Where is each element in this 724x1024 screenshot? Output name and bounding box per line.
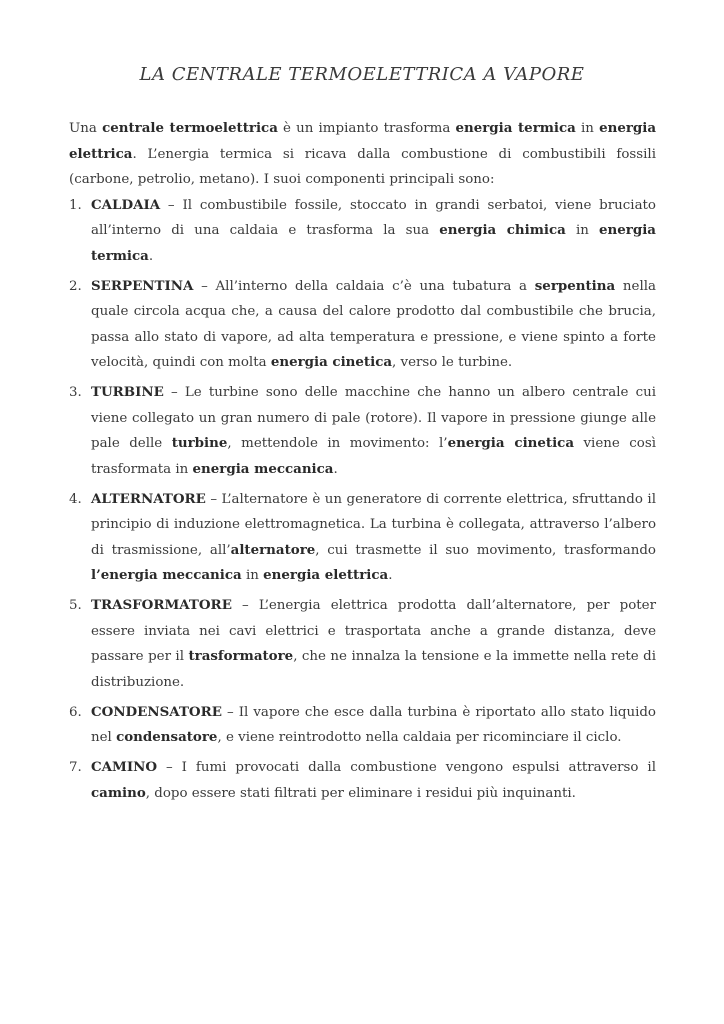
- text-run: in: [565, 223, 600, 238]
- text-run: , dopo essere stati filtrati per eliminare i residui più inquinanti.: [145, 785, 576, 801]
- bold-term: SERPENTINA: [91, 277, 194, 294]
- text-run: , cui trasmette il suo movimento, trasformando: [315, 542, 656, 558]
- text-run: .: [388, 568, 393, 583]
- text-run: è un impianto trasforma: [277, 121, 456, 136]
- bold-term: energia elettrica: [263, 567, 389, 583]
- bold-term: CONDENSATORE: [91, 703, 222, 720]
- bold-term: turbine: [171, 435, 228, 451]
- bold-term: camino: [91, 784, 146, 801]
- text-run: – Il combustibile fossile, stoccato in grandi serbatoi, viene bruciato all’interno di una caldaia e trasforma la sua: [91, 197, 656, 238]
- text-run: in: [575, 121, 600, 136]
- bold-term: CAMINO: [91, 759, 158, 775]
- text-run: Una: [69, 121, 103, 136]
- text-run: , che ne innalza la tensione e la immette nella rete di distribuzione.: [91, 649, 656, 690]
- text-run: – L’energia elettrica prodotta dall’alternatore, per poter essere inviata nei cavi elettrici e trasportata anche a grande distanza, deve passare per il: [91, 598, 656, 664]
- bold-term: TURBINE: [91, 384, 164, 400]
- list-item: [69, 755, 656, 806]
- bold-term: l’energia meccanica: [91, 567, 242, 583]
- bold-term: centrale termoelettrica: [102, 120, 278, 136]
- bold-term: energia cinetica: [270, 354, 393, 370]
- bold-term: trasformatore: [188, 648, 294, 664]
- text-run: in: [241, 568, 264, 583]
- bold-term: ALTERNATORE: [91, 490, 206, 507]
- text-run: – All’interno della caldaia c’è una tubatura a: [193, 278, 535, 294]
- text-run: – Le turbine sono delle macchine che hanno un albero centrale cui viene collegato un gran numero di pale (rotore). Il vapore in pressione giunge alle pale delle: [91, 385, 656, 451]
- list-item: [69, 380, 656, 482]
- text-run: – L’alternatore è un generatore di corrente elettrica, sfruttando il principio di induzione elettromagnetica. La turbina è collegata, attraverso l’albero di trasmissione, all’: [91, 491, 656, 558]
- text-run: .: [148, 248, 154, 264]
- list-number: 2.: [69, 278, 82, 294]
- component-list: [69, 193, 656, 807]
- list-number: 5.: [69, 598, 82, 613]
- list-item: [69, 593, 656, 695]
- text-run: viene così trasformata in: [91, 436, 656, 477]
- document-title: LA CENTRALE TERMOELETTRICA A VAPORE: [139, 64, 585, 86]
- bold-term: energia cinetica: [447, 435, 575, 451]
- bold-term: energia chimica: [439, 222, 566, 238]
- list-item: [69, 193, 656, 270]
- text-run: – Il vapore che esce dalla turbina è riportato allo stato liquido nel: [91, 704, 656, 745]
- text-run: , mettendole in movimento: l’: [227, 436, 448, 451]
- list-item: [69, 487, 656, 589]
- list-number: 7.: [69, 760, 82, 775]
- list-number: 6.: [69, 704, 82, 720]
- list-item: [69, 274, 656, 376]
- text-run: .: [333, 461, 338, 477]
- text-run: nella quale circola acqua che, a causa del calore prodotto dal combustibile che brucia, passa allo stato di vapore, ad alta temperatura e pressione, e viene spinto a forte velocità, quindi con molta: [91, 278, 656, 370]
- list-item: [69, 700, 656, 751]
- bold-term: energia meccanica: [192, 460, 334, 477]
- bold-term: energia termica: [455, 120, 576, 136]
- bold-term: energia termica: [91, 222, 656, 264]
- intro-paragraph: [69, 116, 656, 193]
- bold-term: CALDAIA: [91, 196, 161, 213]
- list-number: 1.: [69, 197, 82, 213]
- document-body: [69, 116, 656, 811]
- bold-term: serpentina: [534, 277, 616, 294]
- text-run: , e viene reintrodotto nella caldaia per ricominciare il ciclo.: [217, 730, 622, 745]
- text-run: . L’energia termica si ricava dalla combustione di combustibili fossili (carbone, petrolio, metano). I suoi componenti principali sono:: [69, 146, 656, 187]
- bold-term: energia elettrica: [69, 120, 657, 162]
- text-run: , verso le turbine.: [392, 355, 513, 370]
- text-run: – I fumi provocati dalla combustione vengono espulsi attraverso il: [157, 760, 656, 775]
- bold-term: condensatore: [116, 729, 218, 745]
- list-number: 4.: [69, 491, 82, 507]
- list-number: 3.: [69, 385, 82, 400]
- bold-term: TRASFORMATORE: [91, 597, 232, 613]
- bold-term: alternatore: [230, 541, 316, 558]
